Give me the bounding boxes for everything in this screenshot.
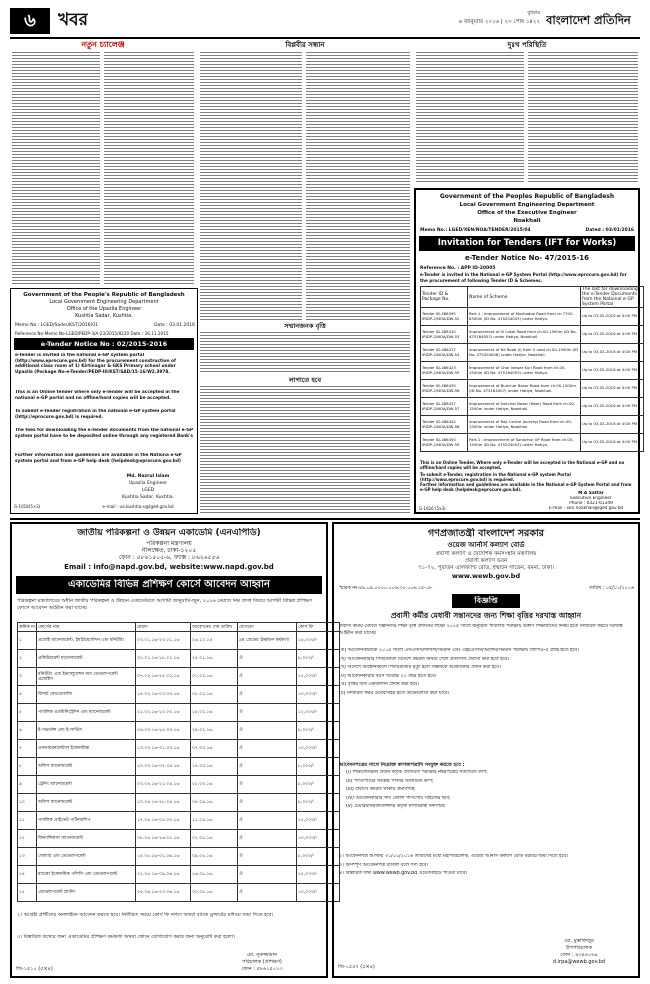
ad-para-2: To submit e-Tender, registration in the National e-GP system Portal (http://www.eprocure.gov.bd) is required. [420, 472, 571, 482]
sign-phone: ফোন : ৫৮৬১৫০১৩ [241, 966, 283, 972]
left-column-heading: নতুন চ্যালেঞ্জ [81, 40, 125, 49]
sign-title: উপপরিচালক [565, 945, 593, 951]
left-column-text [12, 52, 100, 284]
duration-cell: ০৫.০৬.১৬-২৩.০৬.১৬ [136, 884, 191, 902]
course-row [18, 884, 340, 902]
memo-number: স্মারক নং-৪৯.০৪.০০০০.০০৬.৩০.০০৬.১৫-০৮ [339, 586, 433, 591]
tender-row [421, 326, 644, 344]
ad-intro: e-Tender is invited in the National e-GP System Portal (http://www.eprocure.gov.bd) for the procurement of following Tender ID & Schemes. [420, 272, 627, 283]
page-number: ৬ [24, 11, 36, 31]
last-date-cell: Up to 03-02-2016 at 4:00 PM [581, 308, 644, 326]
duration-cell: ২২.০৫.১৬-০৯.০৬.১৬ [136, 866, 191, 884]
ad-gov: Government of the Peoples Republic of Bangladesh [439, 193, 615, 200]
duration-cell: ০৭.০২.১৬-২৫.০২.১৬ [136, 668, 191, 686]
course-row [18, 632, 340, 650]
ministry-name: প্রবাসী কল্যাণ ও বৈদেশিক কর্মসংস্থান মন্ত্রণালয় [435, 551, 537, 557]
right-column-text-b [528, 52, 638, 184]
page-number-box [10, 8, 50, 34]
tender-row [421, 380, 644, 398]
ad-para-5: Further information and guidelines are available in the Nationa e-GP system portal and from e-GP help desk (helpdesk@eprocure.gov.bd) [15, 453, 182, 464]
tender-row [421, 308, 644, 326]
duration-cell: ২০.০৩.১৬-০৭.০৪.১৬ [136, 758, 191, 776]
fee-cell: ১০,০০০/- [297, 830, 340, 848]
napd-note-2: ৩। বিস্তারিত তথ্যের জন্য একাডেমির প্রশিক্ষণ কর্মকর্তা অথবা ফোনে যোগাযোগ করার জন্য অনুরোধ করা হলো। [17, 934, 235, 940]
condition-item: (চ) নির্ধারিত ফরম ওয়েবসাইট হতে ডাউনলোড করা যাবে। [339, 690, 450, 696]
deadline-cell: ১৫.০২.১৬ [191, 704, 238, 722]
eligibility-cell: ঐ [238, 812, 297, 830]
duration-cell: ১০.০৪.১৬-২৮.০৪.১৬ [136, 794, 191, 812]
serial-cell: ১৪ [18, 866, 37, 884]
serial-cell: ১০ [18, 794, 37, 812]
course-cell: পাবলিক প্রাইভেট পার্টনারশিপ [37, 812, 136, 830]
duration-cell: ১৩.০৩.১৬-৩১.০৩.১৬ [136, 740, 191, 758]
serial-cell: ৮ [18, 758, 37, 776]
note-item: ৩। অসম্পূর্ণ আবেদনপত্র বাতিল বলে গণ্য হবে। [339, 862, 429, 868]
course-cell: ট্রেনিং ম্যানেজমেন্ট [37, 776, 136, 794]
org-phone: ফোন : ৫৮৬১৫০৫-৬, ফ্যাক্স : ৮৬২৬৫৫৬ [118, 554, 220, 561]
condition-item: (গ) বিদেশে অবস্থানকালে পিতা/মাতার মৃত্যু হলে সন্তানকে অগ্রাধিকার প্রদান করা হবে। [339, 665, 501, 670]
fee-cell: ১২,০০০/- [297, 812, 340, 830]
last-date-cell: Up to 03-02-2016 at 4:00 PM [581, 362, 644, 380]
course-row [18, 812, 340, 830]
course-cell: ফিন্যান্সিয়াল ম্যানেজমেন্ট [37, 830, 136, 848]
course-cell: অফিস ম্যানেজমেন্ট [37, 758, 136, 776]
tender-id-cell: Tender ID-486430 IRIDP-2/NOA/DW-56 [421, 380, 468, 398]
duration-cell: ১৭.০৪.১৬-০৫.০৫.১৬ [136, 812, 191, 830]
napd-training-ad [10, 522, 328, 978]
masthead [10, 6, 640, 36]
doc-item: (iii) প্রবাসে কর্মরত থাকার প্রমাণপত্র; [346, 787, 416, 792]
tender-id-cell: Tender ID-486442 IRIDP-2/NOA/DW-58 [421, 416, 468, 434]
tender-id-cell: Tender ID-486395 IRIDP-2/NOA/DW-52 [421, 308, 468, 326]
last-date-cell: Up to 03-02-2016 at 4:00 PM [581, 398, 644, 416]
eligibility-cell: ঐ [238, 722, 297, 740]
tender-row [421, 398, 644, 416]
fee-cell: ১২,০০০/- [297, 866, 340, 884]
sign-phone: ফোন : ৯৩৪৪০৬৯ [560, 952, 598, 958]
fee-cell: ৮,০০০/- [297, 758, 340, 776]
eligibility-cell: ঐ [238, 704, 297, 722]
scheme-cell: Improvement of Vi Lokal Road from ch.00-1500m (ID No. 475764007) under Hatiya, Noakhali. [468, 326, 581, 344]
course-row [18, 740, 340, 758]
course-row [18, 848, 340, 866]
ad-para-3: To submit e-Tender registration in the national e-GP system portal (http://eprocure.gov.bd) is required. [15, 409, 176, 420]
ad-code: জি-১৫১০ (৫×৪) [16, 966, 53, 972]
course-cell: ই-গভর্নেন্স এন্ড ই-সার্ভিস [37, 722, 136, 740]
serial-cell: ৪ [18, 686, 37, 704]
doc-item: (ii) পাসপোর্টের সংশ্লিষ্ট পাতার সত্যায়িত কপি; [346, 778, 434, 784]
fee-cell: ১২,০০০/- [297, 668, 340, 686]
mid-column-text-a [200, 52, 302, 322]
fee-cell: ৮,০০০/- [297, 776, 340, 794]
condition-item: (ক) আবেদনকারীকে ২০১৫ সালে এসএসসি/দাখিল/সমমান এবং এইচএসসি/আলিম/সমমান পরীক্ষায় জিপিএ-৫ প্রাপ্ত হতে হবে। [339, 648, 579, 653]
serial-cell: ৩ [18, 668, 37, 686]
duration-cell: ০৩.০৪.১৬-২১.০৪.১৬ [136, 776, 191, 794]
deadline-cell: ২৫.০১.১৬ [191, 650, 238, 668]
section-divider [10, 518, 640, 520]
deadline-cell: ০৮.০২.১৬ [191, 686, 238, 704]
tender-id-cell: Tender ID-486423 IRIDP-2/NOA/DW-55 [421, 362, 468, 380]
mid-column-text-d [200, 386, 410, 514]
notes-list [339, 854, 633, 932]
right-column-heading: দুঃখ পরিস্থিতি [507, 41, 547, 49]
fee-cell: ৮,০০০/- [297, 722, 340, 740]
tender-row [421, 416, 644, 434]
ad-memo: Memo No.: LGED/XEN/NOA/TENDER/2015/04 [420, 228, 531, 233]
wewb-title: প্রবাসী কর্মীর মেধাবী সন্তানদের জন্য শিক্ষা বৃত্তির দরখাস্ত আহ্বান [390, 611, 582, 620]
ad-office: Office of the Executive Engineer [477, 210, 577, 216]
course-row [18, 650, 340, 668]
fee-cell: ১২,০০০/- [297, 704, 340, 722]
docs-list [346, 770, 633, 850]
ad-para-1: This is an Online Tender, Where only e-Tender will be accepted in the National e-GP and no offline/hard copies will be accepted. [420, 460, 625, 470]
tender-table [420, 286, 644, 452]
issue-date: ৬ জানুয়ারি ২০১৬ | ২৩ পৌষ ১৪২২ [458, 19, 540, 25]
col-course: কোর্সের নাম [37, 623, 136, 632]
scheme-cell: Part-1 : Improvement of Sonachar UP Road from ch.00-1500m (ID No. 475204003) under Hatiya. [468, 434, 581, 452]
last-date-cell: Up to 03-02-2016 at 4:00 PM [581, 416, 644, 434]
scheme-cell: Improvement of Sukchar Bazar (Near) Road from ch.00-1500m under Hatiya, Noakhali. [468, 398, 581, 416]
eligibility-cell: ঐ [238, 848, 297, 866]
napd-intro: পরিকল্পনা মন্ত্রণালয়ের অধীন জাতীয় পরিকল্পনা ও উন্নয়ন একাডেমিতে আগামী জানুয়ারি-জুন, ২০১৬ মেয়াদে নিম্ন প্রদত্ত বিষয়ে আগামী বিভিন্ন প্রশিক্ষণ কোর্সে আবেদন আহ্বান করা যাচ্ছে। [17, 598, 312, 611]
sign-title: Upazila Engineer [129, 481, 167, 486]
mid-column-text-c [200, 332, 410, 374]
scheme-cell: Part-1 : Improvement of Moshoddo Road from ch.7700-8300m (ID No. 475204003) under Hatiya. [468, 308, 581, 326]
scheme-cell: Improvement of Raji Centre Jaunreyi Road from ch.00-1500m under Hatiya, Noakhali. [468, 416, 581, 434]
eligibility-cell: ঐ [238, 686, 297, 704]
scheme-cell: Improvement of Burichar Bazar Road from ch.00-1500m (ID No. 475164007) under Hatiya, Noakhali. [468, 380, 581, 398]
tender-id-cell: Tender ID-486450 IRIDP-2/NOA/DW-59 [421, 434, 468, 452]
ad-para-1: e-Tender is invited in the national e-GP system portal (http://www.eprocure.gov.bd) for the procurement construction of additional class room of 1) Kirtinagar & GKS Primary school under Upazila (Package No-e-Tender/PEDP-III/KST/SAD/15-16/W2.3978. [15, 353, 176, 375]
course-row [18, 758, 340, 776]
deadline-cell: ১৪.০৩.১৬ [191, 758, 238, 776]
course-row [18, 776, 340, 794]
note-item: ২। আবেদনপত্র আগামী ৩১/০১/২০১৬ তারিখের মধ্যে মহাপরিচালক, ওয়েজ আর্নার্স কল্যাণ বোর্ড বরাবর জমা দিতে হবে। [339, 854, 568, 859]
course-cell: রিসার্চ মেথডোলজি [37, 686, 136, 704]
course-cell: পাবলিক এডমিনিস্ট্রেশন এন্ড ম্যানেজমেন্ট [37, 704, 136, 722]
sign-name: Md. Nazrul Islam [126, 474, 170, 479]
ift-title-bar [419, 236, 635, 251]
col-scheme: Name of Scheme [468, 287, 581, 308]
deadline-cell: ২৬.১২.১৫ [191, 632, 238, 650]
deadline-cell: ১৬.০৫.১৬ [191, 866, 238, 884]
duration-cell: ২১.০২.১৬-১০.০৩.১৬ [136, 704, 191, 722]
last-date-cell: Up to 03-02-2016 at 4:00 PM [581, 344, 644, 362]
fee-cell: ১০,০০০/- [297, 740, 340, 758]
col-last-date: The last for downloading the e-Tender Documents from the National e-GP System Portal [581, 287, 644, 308]
duration-cell: ০৮.০৫.১৬-২৬.০৫.১৬ [136, 830, 191, 848]
ad-para-4: The fees for downloading the e-Tender documents from the national e-GP system portal have to be deposited online through any registered Bank's [15, 428, 194, 439]
sign-name: মো. মুস্তাফিজুর [564, 938, 594, 944]
ad-dept: Local Government Engineering Department [49, 299, 159, 305]
notice-label: বিজ্ঞপ্তি [474, 596, 498, 605]
eligibility-cell: ঐ [238, 740, 297, 758]
deadline-cell: ০৯.০৫.১৬ [191, 848, 238, 866]
condition-item: (ঙ) বৃত্তির অর্থ এককালীন প্রদান করা হবে। [339, 682, 419, 687]
last-date-cell: Up to 03-02-2016 at 4:00 PM [581, 326, 644, 344]
last-date-cell: Up to 03-02-2016 at 4:00 PM [581, 380, 644, 398]
sign-org: LGED [141, 488, 155, 493]
duration-cell: ০৬.০৩.১৬-২৪.০৩.১৬ [136, 722, 191, 740]
deadline-cell: ০২.০৫.১৬ [191, 830, 238, 848]
course-cell: প্রজেক্ট ম্যানেজমেন্ট, ইমপ্লিমেন্টেশন এন্ড মনিটরিং [37, 632, 136, 650]
serial-cell: ১ [18, 632, 37, 650]
course-cell: প্রকিউরমেন্ট ম্যানেজমেন্ট [37, 650, 136, 668]
sign-name: মো. নূরুজ্জামান [246, 952, 278, 958]
serial-cell: ৬ [18, 722, 37, 740]
ad-office: Office of the Upazila Engineer [66, 306, 142, 312]
mid-subheading-1: সম্মানজনক বৃত্তি [284, 322, 326, 330]
doc-item: (v) চেয়ারম্যান/কাউন্সিলর কর্তৃক নাগরিকত্ব সনদপত্র। [346, 804, 446, 809]
duration-cell: ১৪.০২.১৬-০৩.০৩.১৬ [136, 686, 191, 704]
ad-memo: Memo No : LGED/Sader/KST/2016/01 [15, 323, 98, 328]
eligibility-cell: ঐ [238, 794, 297, 812]
eligibility-cell: ঐ [238, 776, 297, 794]
tender-id-cell: Tender ID-486410 IRIDP-2/NOA/DW-53 [421, 326, 468, 344]
mid-column-text-b [306, 52, 410, 322]
serial-cell: ১২ [18, 830, 37, 848]
paper-name: বাংলাদেশ প্রতিদিন [546, 13, 631, 27]
ad-place: Kushtia Sadar, Kushtia. [75, 313, 133, 319]
doc-item: (iv) আবেদনকারীর সদ্য তোলা পাসপোর্ট সাইজের ছবি; [346, 795, 451, 801]
napd-title: একাডেমির বিভিন্ন প্রশিক্ষণ কোর্সে আবেদন আহ্বান [68, 579, 270, 590]
org-name: জাতীয় পরিকল্পনা ও উন্নয়ন একাডেমি (এনএপিডি) [77, 528, 261, 538]
doc-item: (i) শিক্ষাপ্রতিষ্ঠান প্রধান কর্তৃক প্রত্যয়িত পরীক্ষার নম্বরপত্রের সত্যায়িত কপি; [346, 770, 488, 775]
board-address: ৭১-৭২, পুরাতন এলিফ্যান্ট রোড, ইস্কাটন গার্ডেন, রমনা, ঢাকা। [417, 565, 555, 571]
docs-heading: আবেদনপত্রের সাথে নিম্নোক্ত কাগজপত্রাদি সংযুক্ত করতে হবে : [339, 762, 465, 768]
org-email: Email : info@napd.gov.bd, website:www.napd.gov.bd [64, 563, 274, 571]
board-website: www.wewb.gov.bd [451, 572, 521, 580]
ad-para-3: Further information and guidelines are available in the National e-GP System Portal and from e-GP help desk (helpdesk@eprocure.gov.bd). [420, 482, 632, 492]
ad-reference: Reference No-Memo No-LGED/PEDP-3/A-23/2015/8220 Date : 26.11.2015 [15, 331, 169, 336]
deadline-cell: ০১.০২.১৬ [191, 668, 238, 686]
condition-item: (খ) আবেদনকারীর পিতা/মাতা বিদেশে কর্মরত অথবা দেশে প্রত্যাগত প্রবাসী কর্মী হতে হবে। [339, 656, 510, 662]
sign-email: d.irpa@wewb.gov.bd [552, 959, 606, 965]
col-deadline: আবেদনের শেষ তারিখ [191, 623, 238, 632]
course-cell: ডেভেলপমেন্ট প্ল্যানিং [37, 884, 136, 902]
scheme-cell: Improvement of Nil Road (I) from 0 road ch.00-1500m (ID No. 475204008) under Hatiya, Noakhali. [468, 344, 581, 362]
deadline-cell: ২৯.০২.১৬ [191, 722, 238, 740]
tender-row [421, 362, 644, 380]
napd-title-bar [16, 576, 322, 594]
duration-cell: ৩১.০১.১৬-১৮.০২.১৬ [136, 650, 191, 668]
course-cell: এনভায়রনমেন্টাল ইকোনমিক্স [37, 740, 136, 758]
sign-phone: Phone : 0321-61349 [569, 501, 613, 506]
conditions-list [339, 648, 633, 760]
serial-cell: ১৫ [18, 884, 37, 902]
sign-name: M A Sattar [578, 491, 604, 496]
course-row [18, 866, 340, 884]
org-address: নীলক্ষেত, ঢাকা-১২০৫ [141, 547, 197, 554]
notice-title-bar [14, 338, 194, 350]
tender-id-cell: Tender ID-486417 IRIDP-2/NOA/DW-54 [421, 344, 468, 362]
serial-cell: ৫ [18, 704, 37, 722]
course-row [18, 722, 340, 740]
sign-title: পরিচালক (প্রশিক্ষণ) [242, 959, 282, 965]
eligibility-cell: ঐ [238, 884, 297, 902]
serial-cell: ১১ [18, 812, 37, 830]
course-cell: জেন্ডার এন্ড ডেভেলপমেন্ট [37, 848, 136, 866]
deadline-cell: ৩০.০৫.১৬ [191, 884, 238, 902]
fee-cell: ১০,০০০/- [297, 884, 340, 902]
fee-cell: ১০,০০০/- [297, 686, 340, 704]
memo-date: তারিখ : ০৫/০১/২০১৬ [589, 586, 634, 591]
duration-cell: ১৫.০৫.১৬-০২.০৬.১৬ [136, 848, 191, 866]
sign-email: e-mail : ue.kushtia-s@lged.gov.bd [102, 504, 174, 509]
course-cell: অফিস ম্যানেজমেন্ট [37, 794, 136, 812]
col-duration: মেয়াদ [136, 623, 191, 632]
ad-code: জি-১৫৫৭ (৫×৪) [338, 964, 375, 970]
course-table [17, 622, 340, 902]
ad-place: Noakhali [513, 218, 541, 224]
wing-name: প্রবাসী কল্যাণ ভবন [464, 558, 508, 564]
tender-id-cell: Tender ID-486437 IRIDP-2/NOA/DW-57 [421, 398, 468, 416]
wewb-scholarship-ad [332, 522, 640, 978]
mid-column-heading: বিপ্লবীর সন্ধান [285, 41, 325, 49]
ad-dept: Local Government Engineering Department [459, 202, 595, 208]
noakhali-tender-ad [414, 188, 640, 514]
fee-cell: ৮,০০০/- [297, 650, 340, 668]
gov-name: গণপ্রজাতন্ত্রী বাংলাদেশ সরকার [428, 528, 544, 539]
kushtia-tender-ad [10, 288, 198, 514]
scheme-cell: Improvement of Char Ishwar Kuri Road from ch.00-1500m (ID No. 475164003) under Hatiya. [468, 362, 581, 380]
ift-title: Invitation for Tenders (IFT for Works) [437, 238, 617, 248]
course-row [18, 794, 340, 812]
fee-cell: ১৫,০০০/- [297, 632, 340, 650]
course-row [18, 830, 340, 848]
ad-reference: Reference No. : APP ID-20005 [420, 266, 496, 271]
course-row [18, 704, 340, 722]
duration-cell: ০৩.০১.১৬-২৩.০১.১৬ [136, 632, 191, 650]
deadline-cell: ০৪.০৪.১৬ [191, 794, 238, 812]
course-row [18, 686, 340, 704]
notice-title: e-Tender Notice No : 02/2015-2016 [40, 340, 168, 348]
ad-para-2: This is an Online tender where only e-Tender will be accepted in the national e-GP portal and no offline/hard copies will be accepted. [15, 390, 180, 401]
course-row [18, 668, 340, 686]
ad-memo-date: Dated : 03/01/2016 [585, 228, 634, 233]
eligibility-cell: ঐ [238, 866, 297, 884]
deadline-cell: ২৮.০৩.১৬ [191, 776, 238, 794]
deadline-cell: ০৭.০৩.১৬ [191, 740, 238, 758]
issue-day: বুধবার [527, 10, 540, 16]
serial-cell: ২ [18, 650, 37, 668]
sign-email: E-mail : xen.noakhali@lged.gov.bd [548, 506, 624, 511]
eligibility-cell: ৯ম গ্রেডের ঊর্ধ্বতন কর্মকর্তা [238, 632, 297, 650]
col-eligibility: যোগ্যতা [238, 623, 297, 632]
left-column-text-2 [104, 52, 194, 284]
sign-title: Executive Engineer [570, 496, 612, 501]
right-column-text-a [416, 52, 524, 184]
last-date-cell: Up to 03-02-2016 at 4:00 PM [581, 434, 644, 452]
notice-label-box [452, 594, 520, 608]
fee-cell: ৮,০০০/- [297, 848, 340, 866]
col-tender-id: Tender ID & Package No. [421, 287, 468, 308]
ad-code: G-1616 (5x3) [419, 506, 446, 511]
wewb-intro: প্রবাসী কর্মীর মেধাবী সন্তানদের শিক্ষা বৃত্তি প্রদানের লক্ষ্যে ২০১৫ সালে অনুষ্ঠিত পাবলিক পরীক্ষায় উত্তীর্ণ শিক্ষার্থীদের নিকট হতে নির্ধারিত ফরমে দরখাস্ত আহ্বান করা যাচ্ছে। [339, 624, 623, 636]
col-serial: ক্রমিক নং [19, 624, 36, 630]
org-ministry: পরিকল্পনা মন্ত্রণালয় [146, 540, 192, 547]
note-item: ৪। বিস্তারিত তথ্য www.wewb.gov.bd ওয়েবসাইটে পাওয়া যাবে। [339, 871, 468, 876]
eligibility-cell: ঐ [238, 668, 297, 686]
board-name: ওয়েজ আর্নার্স কল্যাণ বোর্ড [447, 541, 525, 549]
ad-gov: Government of the People's Republic of Bangladesh [23, 292, 185, 298]
col-fee: কোর্স ফি [297, 623, 340, 632]
course-cell: মনিটরিং এন্ড ইভ্যালুয়েশন অব ডেভেলপমেন্ট প্রজেক্টস [37, 668, 136, 686]
deadline-cell: ১১.০৪.১৬ [191, 812, 238, 830]
eligibility-cell: ঐ [238, 830, 297, 848]
condition-item: (ঘ) আবেদনকারীর বয়স সর্বোচ্চ ২২ বছর হতে হবে। [339, 673, 437, 679]
serial-cell: ১৩ [18, 848, 37, 866]
course-cell: ম্যাক্রো ইকোনমিক পলিসি এন্ড ডেভেলপমেন্ট [37, 866, 136, 884]
napd-note-1: ২। আগ্রহী প্রার্থীদের অনলাইনে আবেদন করতে হবে। নির্ধারিত সময়ে কোর্স ফি নগদে অথবা ব্যাংক ড্রাফটের মাধ্যমে জমা দিতে হবে। [17, 912, 274, 918]
masthead-rule [10, 37, 640, 39]
e-tender-notice: e-Tender Notice No- 47/2015-16 [464, 254, 590, 262]
serial-cell: ৯ [18, 776, 37, 794]
serial-cell: ৭ [18, 740, 37, 758]
mid-subheading-2: লাগাতে হবে [288, 376, 322, 384]
ad-memo-date: Date : 03.01.2016 [154, 323, 195, 328]
section-name: খবর [58, 10, 88, 30]
ad-code: G-1018(5×3) [14, 504, 41, 509]
tender-row [421, 344, 644, 362]
tender-row [421, 434, 644, 452]
fee-cell: ৮,০০০/- [297, 794, 340, 812]
sign-place: Kushtia Sadar, Kushtia. [122, 495, 174, 500]
eligibility-cell: ঐ [238, 650, 297, 668]
eligibility-cell: ঐ [238, 758, 297, 776]
